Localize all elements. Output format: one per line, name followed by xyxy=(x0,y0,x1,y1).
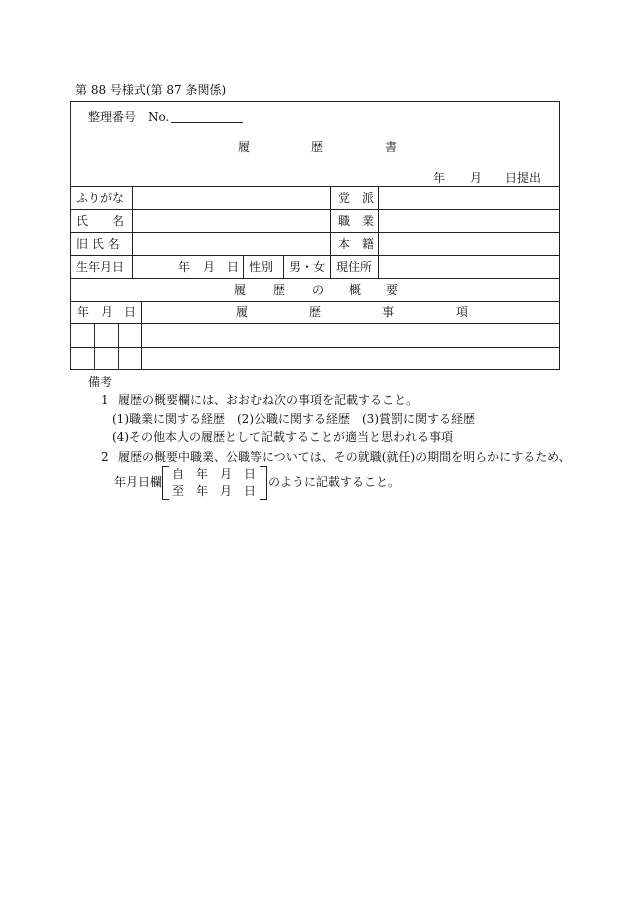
submit-year: 年 xyxy=(433,171,446,185)
birth-year: 年 xyxy=(178,260,191,274)
summary-title-char: 歴 xyxy=(273,283,286,297)
seiri-number-field[interactable] xyxy=(148,111,243,123)
birth-month: 月 xyxy=(203,260,216,274)
note-2-field-label: 年月日欄 xyxy=(114,475,163,489)
history-matter-char: 歴 xyxy=(309,305,322,319)
note-2-number: 2 xyxy=(101,450,109,464)
history-month-header: 月 xyxy=(101,305,114,319)
summary-title-char: の xyxy=(312,283,325,297)
history-matter-char: 項 xyxy=(456,305,469,319)
address-label: 現住所 xyxy=(336,260,373,274)
row-divider xyxy=(70,301,560,302)
note-1-sub-1: (1)職業に関する経歴 (2)公職に関する経歴 (3)賞罰に関する経歴 xyxy=(112,412,475,426)
note-2-to: 至 年 月 日 xyxy=(172,484,257,498)
summary-title-char: 要 xyxy=(386,283,399,297)
occupation-field[interactable] xyxy=(380,210,558,231)
col-divider xyxy=(118,323,119,370)
note-2-tail: のように記載すること。 xyxy=(268,475,401,489)
bracket-left xyxy=(162,466,169,500)
form-number: 第 88 号様式(第 87 条関係) xyxy=(75,83,227,97)
party-label: 党 派 xyxy=(338,191,375,205)
col-divider xyxy=(94,323,95,370)
party-field[interactable] xyxy=(380,187,558,208)
col-divider xyxy=(330,186,331,278)
submit-day: 日提出 xyxy=(505,171,542,185)
note-1-number: 1 xyxy=(101,393,109,407)
furigana-label: ふりがな xyxy=(76,191,125,205)
note-1-sub-2: (4)その他本人の履歴として記載することが適当と思われる事項 xyxy=(112,430,454,444)
history-matter-char: 事 xyxy=(382,305,395,319)
bracket-right xyxy=(260,466,267,500)
form-title-char: 歴 xyxy=(311,140,324,154)
form-title-char: 履 xyxy=(238,140,251,154)
notes-heading: 備考 xyxy=(88,375,113,389)
address-field[interactable] xyxy=(380,256,558,277)
seiri-number-label: 整理番号 xyxy=(88,110,137,124)
history-day-header: 日 xyxy=(124,305,137,319)
birthdate-label: 生年月日 xyxy=(76,260,125,274)
birth-day: 日 xyxy=(227,260,240,274)
history-row[interactable] xyxy=(142,324,558,346)
history-year-header: 年 xyxy=(77,305,90,319)
domicile-label: 本 籍 xyxy=(338,237,375,251)
domicile-field[interactable] xyxy=(380,233,558,254)
summary-title-char: 概 xyxy=(349,283,362,297)
furigana-field[interactable] xyxy=(134,187,329,208)
summary-title-char: 履 xyxy=(234,283,247,297)
sex-options[interactable]: 男・女 xyxy=(289,260,326,274)
history-matter-char: 履 xyxy=(236,305,249,319)
occupation-label: 職 業 xyxy=(338,214,375,228)
row-divider xyxy=(70,278,560,279)
col-divider xyxy=(283,255,284,278)
name-label: 氏 名 xyxy=(76,214,125,228)
former-name-label: 旧 氏 名 xyxy=(76,237,120,251)
no-blank xyxy=(171,111,243,123)
no-label: No. xyxy=(148,110,170,124)
form-title-char: 書 xyxy=(385,140,398,154)
col-divider xyxy=(132,186,133,278)
note-2-from: 自 年 月 日 xyxy=(172,467,257,481)
history-row[interactable] xyxy=(142,348,558,369)
name-field[interactable] xyxy=(134,210,329,231)
submit-month: 月 xyxy=(470,171,483,185)
col-divider xyxy=(243,255,244,278)
sex-label: 性別 xyxy=(249,260,274,274)
note-1-text: 履歴の概要欄には、おおむね次の事項を記載すること。 xyxy=(118,393,419,407)
former-name-field[interactable] xyxy=(134,233,329,254)
col-divider xyxy=(378,186,379,278)
note-2-text: 履歴の概要中職業、公職等については、その就職(就任)の期間を明らかにするため、 xyxy=(118,450,571,464)
